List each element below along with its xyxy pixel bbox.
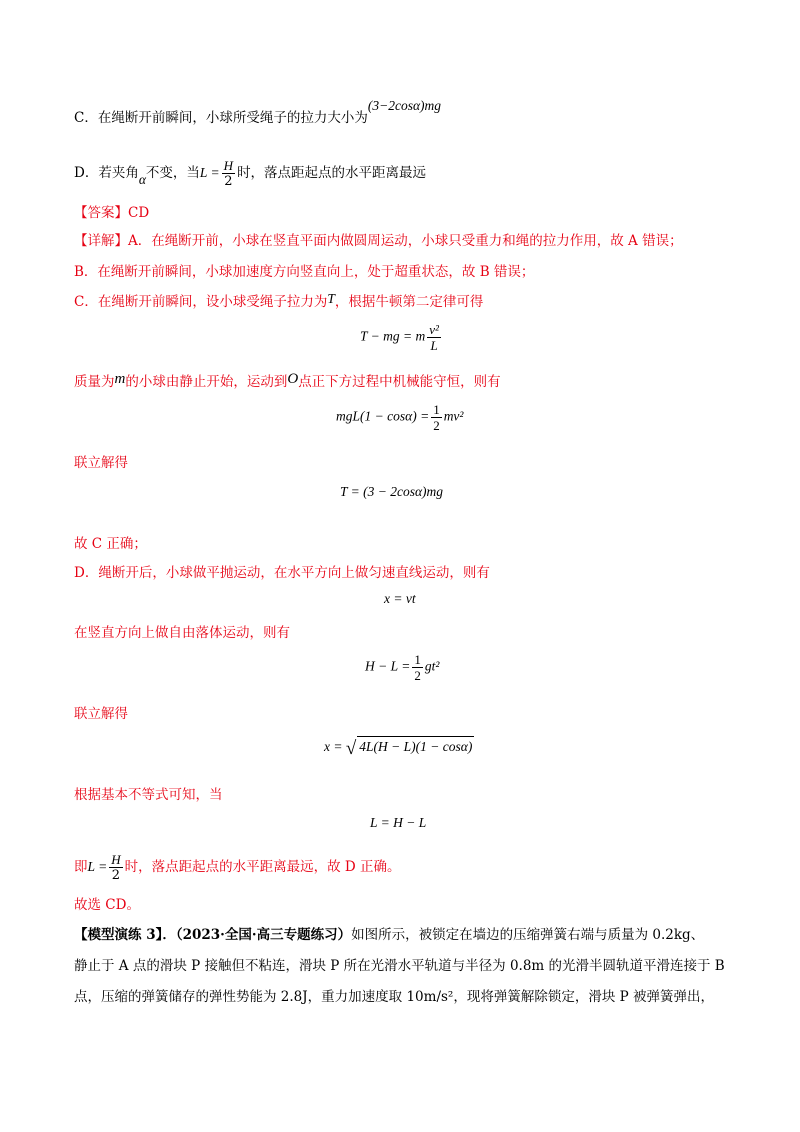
equation-newton: [360, 322, 443, 353]
equation-horizontal: [384, 589, 416, 609]
frac-num: H: [223, 158, 234, 173]
l11-lhs: L =: [87, 859, 108, 874]
eq2-num: 1: [433, 402, 440, 417]
option-d-fraction: [222, 158, 235, 189]
option-c-expr: (3−2cosα)mg: [367, 98, 442, 113]
exercise-line-3: 点，压缩的弹簧储存的弹性势能为 2.8J，重力加速度取 10m/s²，现将弹簧解除锁定，滑块 P 被弹簧弹出，: [74, 989, 714, 1005]
detail-line-3-tail: ，根据牛顿第二定律可得: [334, 294, 484, 310]
answer: 【答案】CD: [74, 205, 150, 221]
eq5-den: 2: [414, 668, 421, 683]
detail-line-4-c: 点正下方过程中机械能守恒，则有: [298, 374, 501, 390]
eq4: x = vt: [384, 591, 416, 606]
detail-line-4-a: 质量为: [74, 374, 115, 390]
eq2-den: 2: [433, 418, 440, 433]
detail-line-10: 根据基本不等式可知，当: [74, 787, 223, 803]
eq5-rhs: gt²: [424, 658, 440, 674]
detail-line-7: D．绳断开后，小球做平抛运动，在水平方向上做匀速直线运动，则有: [74, 565, 490, 581]
equation-energy: [336, 402, 463, 433]
option-d-text-1: D．若夹角: [74, 165, 139, 181]
eq2-rhs: mv²: [443, 408, 464, 424]
eq5-lhs: H − L =: [365, 658, 411, 674]
symbol-m: m: [114, 371, 126, 387]
eq1-lhs: T − mg = m: [360, 328, 426, 344]
option-d-text-2: 不变，当: [145, 165, 200, 181]
detail-line-9: 联立解得: [74, 706, 128, 722]
detail-line-1: 【详解】A．在绳断开前，小球在竖直平面内做圆周运动，小球只受重力和绳的拉力作用，故 A 错误；: [74, 233, 683, 249]
exercise-title: 【模型演练 3】: [74, 927, 163, 943]
eq6-radicand: 4L(H − L)(1 − cosα): [357, 736, 474, 757]
option-d: [74, 158, 426, 189]
detail-line-2: B．在绳断开前瞬间，小球加速度方向竖直向上，处于超重状态，故 B 错误；: [74, 264, 535, 280]
detail-line-12: 故选 CD。: [74, 897, 140, 913]
detail-line-11: [74, 852, 401, 883]
symbol-O: O: [287, 371, 299, 387]
option-c-text: C．在绳断开前瞬间，小球所受绳子的拉力大小为: [74, 110, 368, 126]
detail-line-8: 在竖直方向上做自由落体运动，则有: [74, 625, 290, 641]
detail-line-11-a: 即: [74, 859, 88, 875]
detail-line-11-b: 时，落点距起点的水平距离最远，故 D 正确。: [124, 859, 401, 875]
option-d-text-3: 时，落点距起点的水平距离最远: [237, 165, 427, 181]
equation-distance: x = √ 4L(H − L)(1 − cosα): [324, 738, 473, 759]
option-c: [74, 98, 442, 128]
symbol-T: T: [327, 291, 335, 306]
frac-den: 2: [224, 174, 233, 189]
eq2-lhs: mgL(1 − cosα) =: [336, 408, 430, 424]
exercise-line-1: [74, 925, 704, 945]
option-d-lhs: L =: [199, 165, 220, 180]
option-d-alpha: α: [138, 172, 146, 187]
eq5-num: 1: [414, 652, 421, 667]
eq6-lhs: x =: [324, 739, 343, 754]
detail-line-4-b: 的小球由静止开始，运动到: [125, 374, 288, 390]
exercise-source: ．（2023·全国·高三专题练习）: [162, 927, 352, 943]
eq1-den: L: [430, 338, 438, 353]
eq1-num: v²: [429, 322, 439, 337]
l11-num: H: [111, 852, 121, 867]
equation-vertical: [365, 652, 439, 683]
eq7: L = H − L: [370, 815, 427, 830]
eq1-fraction: [427, 322, 441, 353]
detail-line-3: [74, 292, 483, 312]
l11-fraction: [109, 852, 122, 883]
eq3: T = (3 − 2cosα)mg: [340, 484, 444, 499]
equation-equality: [370, 813, 426, 833]
exercise-line-2: 静止于 A 点的滑块 P 接触但不粘连，滑块 P 所在光滑水平轨道与半径为 0.8m 的光滑半圆轨道平滑连接于 B: [74, 958, 725, 974]
eq2-fraction: [431, 402, 442, 433]
detail-line-3-text: C．在绳断开前瞬间，设小球受绳子拉力为: [74, 294, 328, 310]
exercise-text-1: 如图所示，被锁定在墙边的压缩弹簧右端与质量为 0.2kg、: [351, 927, 705, 943]
detail-line-5: 联立解得: [74, 455, 128, 471]
detail-line-4: [74, 372, 501, 392]
detail-line-6: 故 C 正确；: [74, 536, 147, 552]
eq5-fraction: [412, 652, 423, 683]
l11-den: 2: [111, 868, 121, 883]
equation-tension: [340, 482, 443, 502]
